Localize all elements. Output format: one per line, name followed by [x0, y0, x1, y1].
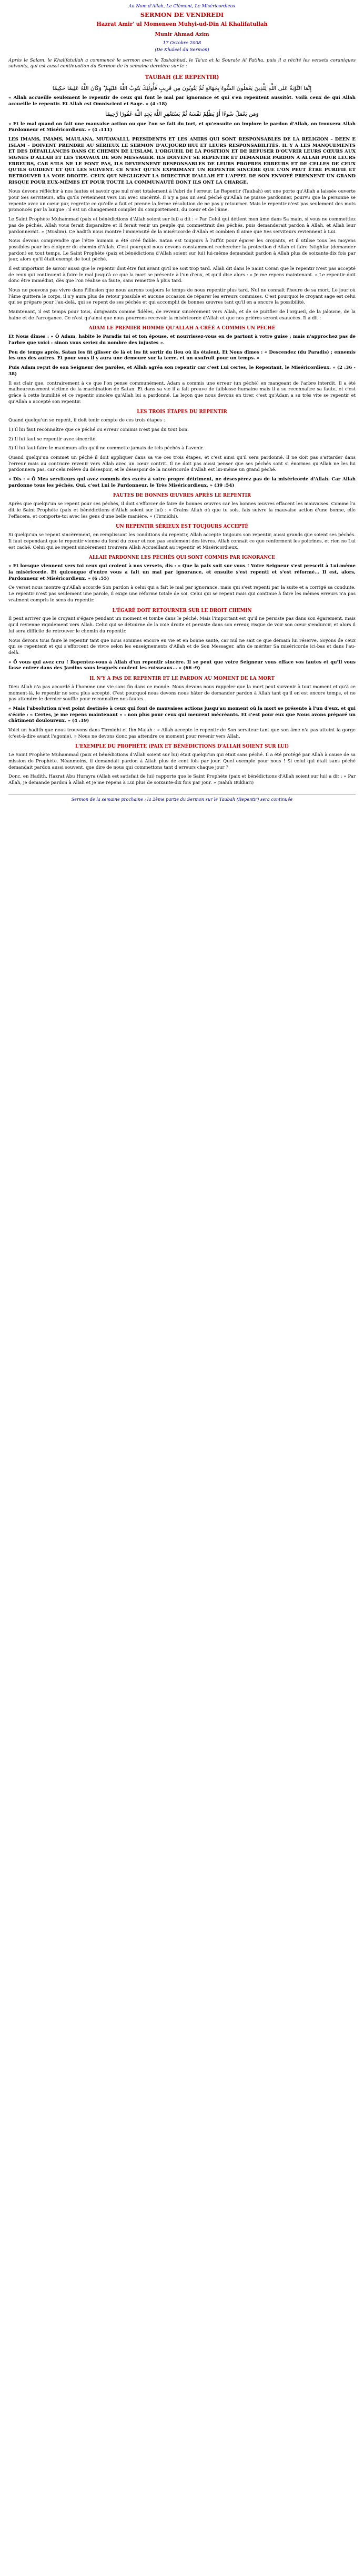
subheading-prophet-example: L'EXEMPLE DU PROPHÈTE (PAIX ET BÉNÉDICTIONS D'ALLAH SOIENT SUR LUI)	[75, 744, 289, 750]
paragraph: Donc, en Hadith, Hazrat Abu Hurayra (Allah est satisfait de lui) rapporte que le Saint Prophète (paix et bénédictions d'Allah soient sur lui) a dit : « Par Allah, je demande pardon à Allah et je me repens à Lui plus de soixante-dix fois par jour. » (Sahih Bukhari)	[8, 774, 356, 786]
step-item: 2) Il lui faut se repentir avec sincérité.	[8, 436, 97, 442]
verse-translation-1: « Allah accueille seulement le repentir de ceux qui font le mal par ignorance et qui s'en repentent aussitôt. Voilà ceux de qui Allah accueille le repentir. Et Allah est Omniscient et Sage. » (4 :18)	[8, 95, 356, 107]
page-title: SERMON DE VENDREDI	[140, 11, 224, 19]
bismillah-header: Au Nom d'Allah, Le Clément, Le Miséricordieux	[128, 3, 236, 8]
step-item: 3) Il lui faut faire le maximum afin qu'il ne commette jamais de tels péchés à l'avenir.	[8, 446, 204, 451]
paragraph: Quand quelqu'un commet un péché il doit appliquer dans sa vie ces trois étapes, et c'est ainsi qu'il sera pardonné. Il ne doit pas s'attarder dans l'erreur mais au contraire revenir vers Allah avec un cœur contrit. Il ne doit pas aussi penser que ses péchés sont si énormes qu'Allah ne les lui pardonnera pas, car cela relève du désespoir, et le désespoir de la miséricorde d'Allah est lui-même un grand péché.	[8, 455, 356, 473]
verse-translation-nisa: « Mais l'absolution n'est point destinée à ceux qui font de mauvaises actions jusqu'au moment où la mort se présente à l'un d'eux, et qui s'écrie : « Certes, je me repens maintenant » - non plus pour ceux qui meurent mécréants. Et c'est pour eux que Nous avons préparé un châtiment douloureux. » (4 :19)	[8, 706, 356, 724]
intro-paragraph: Après le Salam, le Khalifatullah a commencé le sermon avec le Tashahhud, le Ta'uz et la Sourate Al Fatiha, puis il a récité les versets coraniques suivants, qui est aussi continuation du Sermon de la semaine dernière sur le :	[8, 57, 356, 69]
subheading-good-deeds: FAUTES DE BONNES ŒUVRES APRÈS LE REPENTIR	[113, 493, 251, 499]
paragraph: Voici un hadith que nous trouvons dans Tirmidhi et Ibn Majah : « Allah accepte le repentir de Son serviteur tant que son âme n'a pas atteint la gorge (c'est-à-dire avant l'agonie). » Nous ne devons donc pas attendre ce moment pour revenir vers Allah.	[8, 728, 356, 739]
caps-warning-paragraph: LES IMAMS, IMAMS, MAULANA, MUTAWALLI, PRESIDENTS ET LES AMIRS QUI SONT RESPONSABLES DE LA RELIGION – DEEN E ISLAM – DOIVENT PRENDRE AU SÉRIEUX LE SERMON D'AUJOURD'HUI ET LEURS RESPONSABILITÉS. IL Y A LES MANQUEMENTS ET DES DÉFAILLANCES DANS CE CHEMIN DE L'ISLAM, L'ORGUEIL DE LA POSITION ET DE REFUSER D'OUVRIR LEURS CŒURS AUX SIGNES D'ALLAH ET LES TRAVAUX DE SON MESSAGER. ILS DOIVENT SE REPENTIR ET DEMANDER PARDON À ALLAH POUR LEURS ERREURS, CAR S'ILS NE LE FONT PAS, ILS DEVIENNENT RESPONSABLES DE LEURS PROPRES ERREURS ET DE CELLES DE CEUX QU'ILS GUIDENT ET QUI LES SUIVENT. CE N'EST QU'EN EXPRIMANT UN REPENTIR SINCÈRE QUE L'ON PEUT ÊTRE PURIFIÉ ET RETROUVER LA VOIE DROITE. CEUX QUI NÉGLIGENT LA DIRECTIVE D'ALLAH ET L'APPEL DE SON ENVOYÉ PRENNENT UN GRAND RISQUE POUR EUX-MÊMES ET POUR TOUTE LA COMMUNAUTÉ DONT ILS ONT LA CHARGE.	[8, 136, 356, 185]
author-name: Munir Ahmad Azim	[155, 31, 209, 37]
sermon-page	[8, 0, 356, 807]
paragraph: Il est important de savoir aussi que le repentir doit être fait avant qu'il ne soit trop tard. Allah dit dans le Saint Coran que le repentir n'est pas accepté de ceux qui continuent à faire le mal jusqu'à ce que la mort se présente à l'un d'eux, et qu'il dise alors : « Je me repens maintenant. » Le repentir doit donc être immédiat, dès que l'on réalise sa faute, sans remettre à plus tard.	[8, 266, 356, 284]
paragraph: Si quelqu'un se repent sincèrement, en remplissant les conditions du repentir, Allah accepte toujours son repentir, aussi grands que soient ses péchés. Il faut cependant que le repentir vienne du fond du cœur et non pas seulement des lèvres. Allah connaît ce que renferment les poitrines, et rien ne Lui est caché. Celui qui se repent sincèrement trouvera Allah Accueillant au repentir et Miséricordieux.	[8, 532, 356, 550]
arabic-verse-2: وَمَن يَعْمَلْ سُوءًا أَوْ يَظْلِمْ نَفْسَهُ ثُمَّ يَسْتَغْفِرِ اللَّهَ يَجِدِ اللَّهَ غَفُورًا رَّحِيمًا	[105, 111, 259, 118]
subheading-three-steps: LES TROIS ÉTAPES DU REPENTIR	[137, 409, 227, 415]
paragraph: Ce verset nous montre qu'Allah accorde Son pardon à celui qui a fait le mal par ignorance, mais qui s'est repenti par la suite et a corrigé sa conduite. Le repentir n'est pas seulement une parole, il exige une réforme totale de soi. Celui qui se repent mais qui continue à faire les mêmes erreurs n'a pas vraiment compris le sens du repentir.	[8, 585, 356, 603]
paragraph: Nous devons comprendre que l'être humain a été créé faible. Satan est toujours à l'affût pour égarer les croyants, et il utilise tous les moyens possibles pour les éloigner du chemin d'Allah. C'est pourquoi nous devons constamment rechercher la protection d'Allah et faire Istighfar (demander pardon) en tout temps. Le Saint Prophète (paix et bénédictions d'Allah soient sur lui) lui-même demandait pardon à Allah plus de soixante-dix fois par jour, alors qu'il était exempt de tout péché.	[8, 238, 356, 263]
paragraph: Il peut arriver que le croyant s'égare pendant un moment et tombe dans le péché. Mais l'important est qu'il ne persiste pas dans son égarement, mais qu'il revienne rapidement vers Allah. Celui qui se détourne de la voie droite et persiste dans son erreur, risque de voir son cœur s'endurcir, et alors il lui sera difficile de retrouver le chemin du repentir.	[8, 616, 356, 634]
footer-note: Sermon de la semaine prochaine : la 2ème partie du Sermon sur le Taubah (Repentir) sera continuée	[8, 794, 356, 802]
verse-translation-tahrim: « Ô vous qui avez cru ! Repentez-vous à Allah d'un repentir sincère. Il se peut que votre Seigneur vous efface vos fautes et qu'Il vous fasse entrer dans des Jardins sous lesquels coulent les ruisseaux... » (66 :9)	[8, 659, 356, 671]
verse-translation-ignorance: « Et lorsque viennent vers toi ceux qui croient à nos versets, dis : « Que la paix soit sur vous ! Votre Seigneur s'est prescrit à Lui-même la miséricorde. Et quiconque d'entre vous a fait un mal par ignorance, et ensuite s'est repenti et s'est réformé... Il est, alors, Pardonneur et Miséricordieux. » (6 :55)	[8, 564, 356, 581]
subheading-accepted: UN REPENTIR SÉRIEUX EST TOUJOURS ACCEPTÉ	[115, 524, 249, 530]
paragraph: Dieu Allah n'a pas accordé à l'homme une vie sans fin dans ce monde. Nous devons nous rappeler que la mort peut survenir à tout moment et qu'à ce moment-là, le repentir ne sera plus accepté. C'est pourquoi nous devons nous hâter de demander pardon à Allah tant qu'il en est encore temps, et ne pas attendre le dernier souffle pour reconnaître nos fautes.	[8, 684, 356, 702]
verse-translation-2: « Et le mal quand on fait une mauvaise action ou que l'on se fait du tort, et qu'ensuite on implore le pardon d'Allah, on trouvera Allah Pardonneur et Miséricordieux. » (4 :111)	[8, 121, 356, 133]
paragraph: Le Saint Prophète Muhammad (paix et bénédictions d'Allah soient sur lui) était quelqu'un qui était sans péché. Il a été protégé par Allah à cause de sa mission de Prophète. Néanmoins, il demandait pardon à Allah plus de cent fois par jour. Quel exemple pour nous ! Si celui qui était sans péché demandait pardon aussi souvent, que dire de nous qui commettons tant d'erreurs chaque jour ?	[8, 752, 356, 770]
paragraph: Maintenant, il est temps pour tous, dirigeants comme fidèles, de revenir sincèrement vers Allah, et de se purifier de l'orgueil, de la jalousie, de la haine et de l'arrogance. Ce n'est qu'ainsi que nous pourrons recevoir la miséricorde d'Allah et que nos prières seront exaucées. Il a dit :	[8, 309, 356, 321]
paragraph: Nous devons tous faire le repentir tant que nous sommes encore en vie et en bonne santé, car nul ne sait ce que demain lui réserve. Soyons de ceux qui se repentent et qui s'efforcent de vivre selon les enseignements d'Allah et de Son Messager, afin de mériter Sa miséricorde ici-bas et dans l'au-delà.	[8, 638, 356, 656]
adam-quote: Puis Adam reçut de son Seigneur des paroles, et Allah agréa son repentir car c'est Lui certes, le Repentant, le Miséricordieux. » (2 :36 - 38)	[8, 365, 356, 377]
paragraph: Il est clair que, contrairement à ce que l'on pense communément, Adam a commis une erreur (un péché) en mangeant de l'arbre interdit. Il a été malheureusement victime de la machination de Satan. Et dans sa vie il a fait preuve de faiblesse humaine mais il a su reconnaître sa faute, et c'est grâce à cette humilité et ce repentir sincère qu'Allah lui a pardonné. La leçon que nous devons en tirer, c'est qu'Adam a su très vite se repentir et qu'Allah a accepté son repentir.	[8, 380, 356, 405]
paragraph: Quand quelqu'un se repent, il doit tenir compte de ces trois étapes :	[8, 418, 165, 424]
sermon-date: 17 Octobre 2008	[163, 40, 201, 46]
adam-quote: Et Nous dîmes : « Ô Adam, habite le Paradis toi et ton épouse, et nourrissez-vous en de partout à votre guise ; mais n'approchez pas de l'arbre que voici : sinon vous seriez du nombre des injustes ».	[8, 334, 356, 346]
subheading-ignorance: ALLAH PARDONNE LES PÉCHÉS QUI SONT COMMIS PAR IGNORANCE	[89, 555, 275, 561]
verse-translation-zumar: « Dis : « Ô Mes serviteurs qui avez commis des excès à votre propre détriment, ne désespérez pas de la miséricorde d'Allah. Car Allah pardonne tous les péchés. Oui, c'est Lui le Pardonneur, le Très Miséricordieux. » (39 :54)	[8, 477, 356, 488]
subheading-straight-path: L'ÉGARÉ DOIT RETOURNER SUR LE DROIT CHEMIN	[112, 608, 252, 613]
paragraph: Le Saint Prophète Muhammad (paix et bénédictions d'Allah soient sur lui) a dit : « Par Celui qui détient mon âme dans Sa main, si vous ne commettiez pas de péchés, Allah vous ferait disparaître et Il ferait venir un peuple qui commettrait des péchés, puis demanderait pardon à Allah, et Allah leur pardonnerait. » (Muslim). Ce hadith nous montre l'immensité de la miséricorde d'Allah et combien Il aime que Ses serviteurs reviennent à Lui.	[8, 217, 356, 235]
section-taubah-title: TAUBAH (LE REPENTIR)	[145, 75, 219, 81]
arabic-verse-1: إِنَّمَا التَّوْبَةُ عَلَى اللَّهِ لِلَّذِينَ يَعْمَلُونَ السُّوءَ بِجَهَالَةٍ ثُمَّ يَتُوبُونَ مِن قَرِيبٍ فَأُولَٰئِكَ يَتُوبُ اللَّهُ عَلَيْهِمْ ۗ وَكَانَ اللَّهُ عَلِيمًا حَكِيمًا	[52, 85, 312, 92]
step-item: 1) Il lui faut reconnaître que ce péché ou erreur commis n'est pas du tout bon.	[8, 427, 189, 432]
subheading-death: IL N'Y A PAS DE REPENTIR ET LE PARDON AU MOMENT DE LA MORT	[89, 676, 275, 681]
paragraph: Nous devons réfléchir à nos fautes et savoir que nul n'est totalement à l'abri de l'erreur. Le Repentir (Taubah) est une porte qu'Allah a laissée ouverte pour Ses serviteurs, afin qu'ils reviennent vers Lui avec sincérité. Il n'y a pas un seul péché qu'Allah ne puisse pardonner, pourvu que la personne se repente avec un cœur pur, regrette ce qu'elle a fait et prenne la ferme résolution de ne pas y retourner. Mais le repentir n'est pas seulement des mots prononcés par la langue ; il est un changement complet du comportement, du cœur et de l'âme.	[8, 189, 356, 213]
khalifa-title: Hazrat Amir' ul Momeneen Muhyi-ud-Din Al Khalifatullah	[96, 22, 268, 28]
subheading-adam: ADAM LE PREMIER HOMME QU'ALLAH A CRÉÉ A COMMIS UN PÉCHÉ	[88, 326, 276, 331]
paragraph: Après que quelqu'un se repent pour ses péchés, il doit s'efforcer de faire de bonnes œuvres car les bonnes œuvres effacent les mauvaises. Comme l'a dit le Saint Prophète (paix et bénédictions d'Allah soient sur lui) : « Crains Allah où que tu sois, fais suivre la mauvaise action d'une bonne, elle l'effacera, et comporte-toi avec les gens d'une belle manière. » (Tirmidhi).	[8, 501, 356, 519]
paragraph: Nous ne pouvons pas vivre dans l'illusion que nous aurons toujours le temps de nous repentir plus tard. Nul ne connaît l'heure de sa mort. Le jour où l'âme quittera le corps, il n'y aura plus de retour possible et aucune occasion de réparer les erreurs commises. C'est pourquoi le croyant sage est celui qui se prépare pour l'au-delà, qui se repent de ses péchés et qui accomplit de bonnes œuvres tant qu'il en a encore la possibilité.	[8, 288, 356, 306]
translator-note: (De Khaleel du Sermon)	[155, 47, 209, 53]
adam-quote: Peu de temps après, Satan les fit glisser de là et les fit sortir du lieu où ils étaient. Et Nous dîmes : « Descendez (du Paradis) ; ennemis les uns des autres. Et pour vous il y aura une demeure sur la terre, et un usufruit pour un temps. »	[8, 349, 356, 361]
